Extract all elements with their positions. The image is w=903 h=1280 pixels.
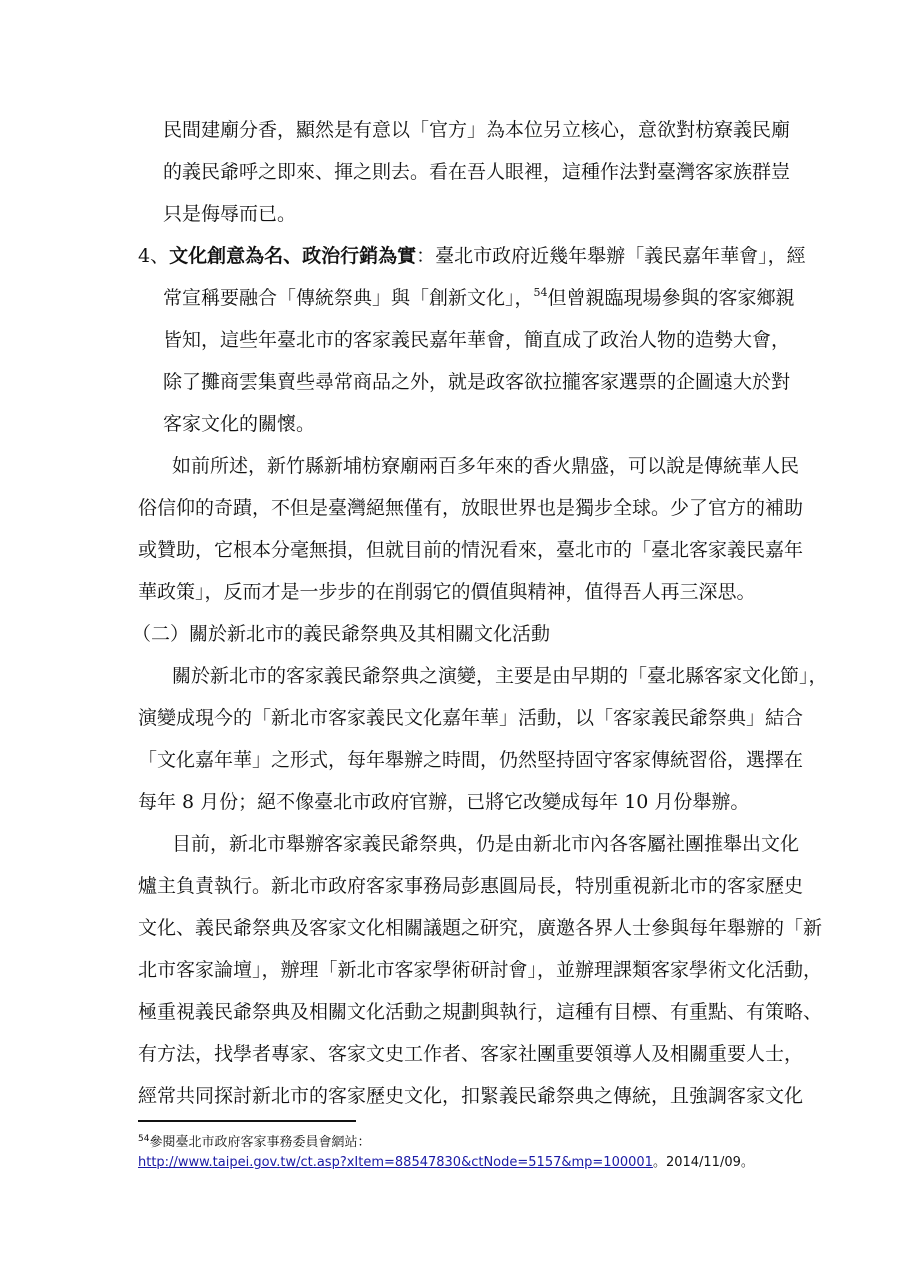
footnote-text: 參閱臺北市政府客家事務委員會網站： (149, 1135, 371, 1150)
section-heading: （二）關於新北市的義民爺祭典及其相關文化活動 (132, 623, 551, 645)
list-item-title: 文化創意為名、政治行銷為實 (169, 245, 417, 267)
footnote-line (138, 1134, 370, 1152)
body-line: 如前所述，新竹縣新埔枋寮廟兩百多年來的香火鼎盛，可以說是傳統華人民 (172, 455, 800, 477)
body-line: 演變成現今的「新北市客家義民文化嘉年華」活動，以「客家義民爺祭典」結合 (138, 707, 804, 729)
body-line: 除了攤商雲集賣些尋常商品之外，就是政客欲拉攏客家選票的企圖遠大於對 (163, 371, 791, 393)
body-line: 經常共同探討新北市的客家歷史文化，扣緊義民爺祭典之傳統，且強調客家文化 (138, 1085, 804, 1107)
body-line: 民間建廟分香，顯然是有意以「官方」為本位另立核心，意欲對枋寮義民廟 (163, 119, 791, 141)
body-line: 皆知，這些年臺北市的客家義民嘉年華會，簡直成了政治人物的造勢大會， (163, 329, 791, 351)
body-line: 客家文化的關懷。 (163, 413, 316, 435)
footnote-link[interactable]: http://www.taipei.gov.tw/ct.asp?xItem=88547830&ctNode=5157&mp=100001 (138, 1155, 653, 1170)
list-item-text: 但曾親臨現場參與的客家鄉親 (547, 287, 795, 309)
body-line: 極重視義民爺祭典及相關文化活動之規劃與執行，這種有目標、有重點、有策略、 (138, 1001, 823, 1023)
footnote-line (138, 1154, 754, 1172)
footnote-ref: 54 (533, 286, 548, 299)
body-line: 「文化嘉年華」之形式，每年舉辦之時間，仍然堅持固守客家傳統習俗，選擇在 (138, 749, 804, 771)
footnote-number: 54 (138, 1134, 150, 1144)
list-item-number: 4、 (138, 245, 170, 267)
body-line (163, 286, 795, 310)
body-line: 只是侮辱而已。 (163, 203, 297, 225)
body-line: 北市客家論壇」，辦理「新北市客家學術研討會」，並辦理課類客家學術文化活動， (138, 959, 823, 981)
footnote-date: 。2014/11/09。 (652, 1155, 754, 1170)
footnote-separator (138, 1120, 356, 1122)
list-item-4-line (138, 244, 806, 268)
body-line: 的義民爺呼之即來、揮之則去。看在吾人眼裡，這種作法對臺灣客家族群豈 (163, 161, 791, 183)
body-line: 有方法，找學者專家、客家文史工作者、客家社團重要領導人及相關重要人士， (138, 1043, 804, 1065)
body-line: 華政策」，反而才是一步步的在削弱它的價值與精神，值得吾人再三深思。 (138, 581, 756, 603)
body-line: 俗信仰的奇蹟，不但是臺灣絕無僅有，放眼世界也是獨步全球。少了官方的補助 (138, 497, 804, 519)
body-line: 關於新北市的客家義民爺祭典之演變，主要是由早期的「臺北縣客家文化節」， (172, 665, 828, 687)
body-line: 或贊助，它根本分毫無損，但就目前的情況看來，臺北市的「臺北客家義民嘉年 (138, 539, 804, 561)
body-line: 爐主負責執行。新北市政府客家事務局彭惠圓局長，特別重視新北市的客家歷史 (138, 875, 804, 897)
list-item-text: 常宣稱要融合「傳統祭典」與「創新文化」， (163, 287, 534, 309)
list-item-text: ：臺北市政府近幾年舉辦「義民嘉年華會」，經 (416, 245, 806, 267)
body-line: 文化、義民爺祭典及客家文化相關議題之研究，廣邀各界人士參與每年舉辦的「新 (138, 917, 823, 939)
body-line: 每年 8 月份；絕不像臺北市政府官辦，已將它改變成每年 10 月份舉辦。 (138, 791, 750, 813)
body-line: 目前，新北市舉辦客家義民爺祭典，仍是由新北市內各客屬社團推舉出文化 (172, 833, 800, 855)
